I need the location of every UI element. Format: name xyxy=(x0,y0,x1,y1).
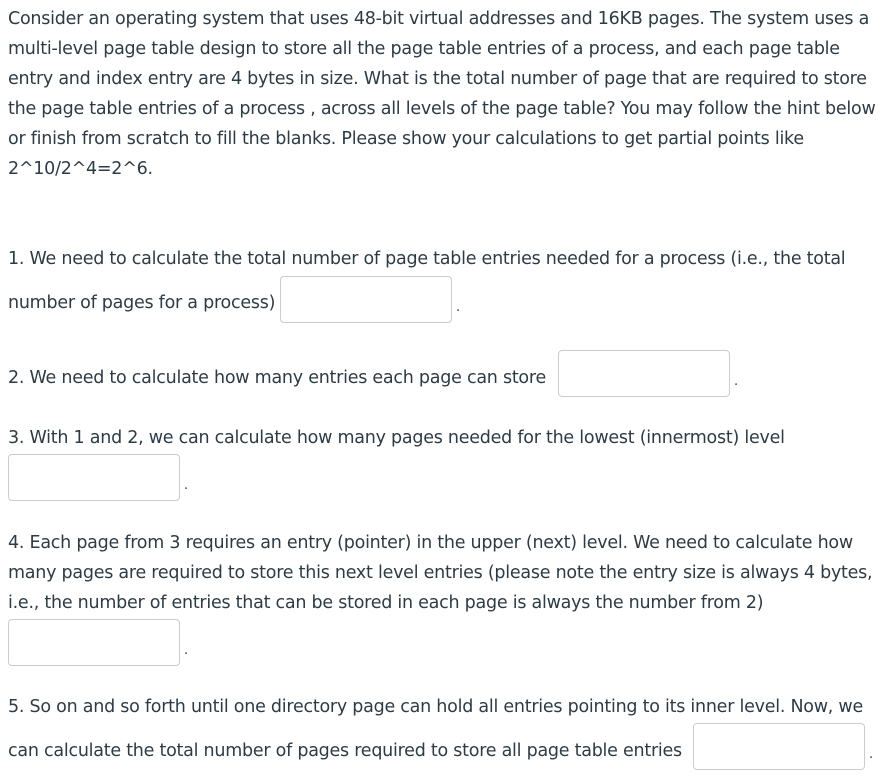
step-1-period: . xyxy=(456,300,460,315)
step-5-text-line2: can calculate the total number of pages required to store all page table entries xyxy=(8,741,682,761)
question-intro: Consider an operating system that uses 48-bit virtual addresses and 16KB pages. The system uses a multi-level page table design to store all the page table entries of a process, and each page table entry and index entry are 4 bytes in size. What is the total number of page that are required to store the page table entries of a process , across all levels of the page table? You may follow the hint below or finish from scratch to fill the blanks. Please show your calculations to get partial points like 2^10/2^4=2^6. xyxy=(8,9,876,179)
step-4-answer-input[interactable] xyxy=(8,619,180,666)
step-5-text-line1: 5. So on and so forth until one directory page can hold all entries pointing to its inner level. Now, we xyxy=(8,697,864,717)
step-3-text: 3. With 1 and 2, we can calculate how many pages needed for the lowest (innermost) level xyxy=(8,428,785,448)
step-5-period: . xyxy=(869,747,873,762)
step-2-answer-input[interactable] xyxy=(558,350,730,397)
step-5-answer-input[interactable] xyxy=(693,723,865,770)
step-2-period: . xyxy=(734,374,738,389)
step-4-text: 4. Each page from 3 requires an entry (pointer) in the upper (next) level. We need to calculate how many pages are required to store this next level entries (please note the entry size is always 4 bytes, i.e., the number of entries that can be stored in each page is always the number from 2) xyxy=(8,533,873,613)
step-2-text: 2. We need to calculate how many entries each page can store xyxy=(8,368,546,388)
step-1-text-line2: number of pages for a process) xyxy=(8,293,276,313)
step-3-period: . xyxy=(184,478,188,493)
step-1-text-line1: 1. We need to calculate the total number of page table entries needed for a process (i.e., the total xyxy=(8,249,846,269)
step-3-answer-input[interactable] xyxy=(8,454,180,501)
step-4-period: . xyxy=(184,643,188,658)
step-1-answer-input[interactable] xyxy=(280,276,452,323)
